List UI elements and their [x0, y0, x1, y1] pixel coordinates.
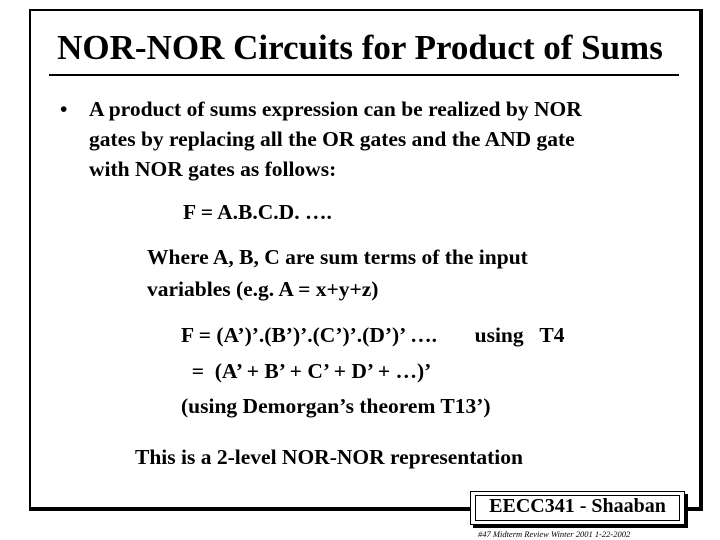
where-line-1: Where A, B, C are sum terms of the input: [147, 245, 528, 269]
conclusion-text: This is a 2-level NOR-NOR representation: [135, 445, 523, 469]
slide-title: NOR-NOR Circuits for Product of Sums: [57, 28, 663, 67]
course-label: EECC341 - Shaaban: [489, 495, 666, 517]
slide-caption: #47 Midterm Review Winter 2001 1-22-2002: [478, 529, 631, 539]
equation-f: F = A.B.C.D. ….: [183, 200, 332, 224]
course-label-box: [470, 491, 685, 525]
where-line-2: variables (e.g. A = x+y+z): [147, 277, 379, 301]
bullet-line-3: with NOR gates as follows:: [89, 157, 337, 181]
derivation-line-3: (using Demorgan’s theorem T13’): [181, 394, 491, 418]
bullet-line-2: gates by replacing all the OR gates and the AND gate: [89, 127, 575, 151]
derivation-line-1: F = (A’)’.(B’)’.(C’)’.(D’)’ …. using T4: [181, 323, 565, 347]
bullet-icon: •: [60, 97, 68, 121]
title-underline: [49, 74, 679, 76]
bullet-line-1: A product of sums expression can be realized by NOR: [89, 97, 582, 121]
derivation-line-2: = (A’ + B’ + C’ + D’ + …)’: [181, 359, 432, 383]
